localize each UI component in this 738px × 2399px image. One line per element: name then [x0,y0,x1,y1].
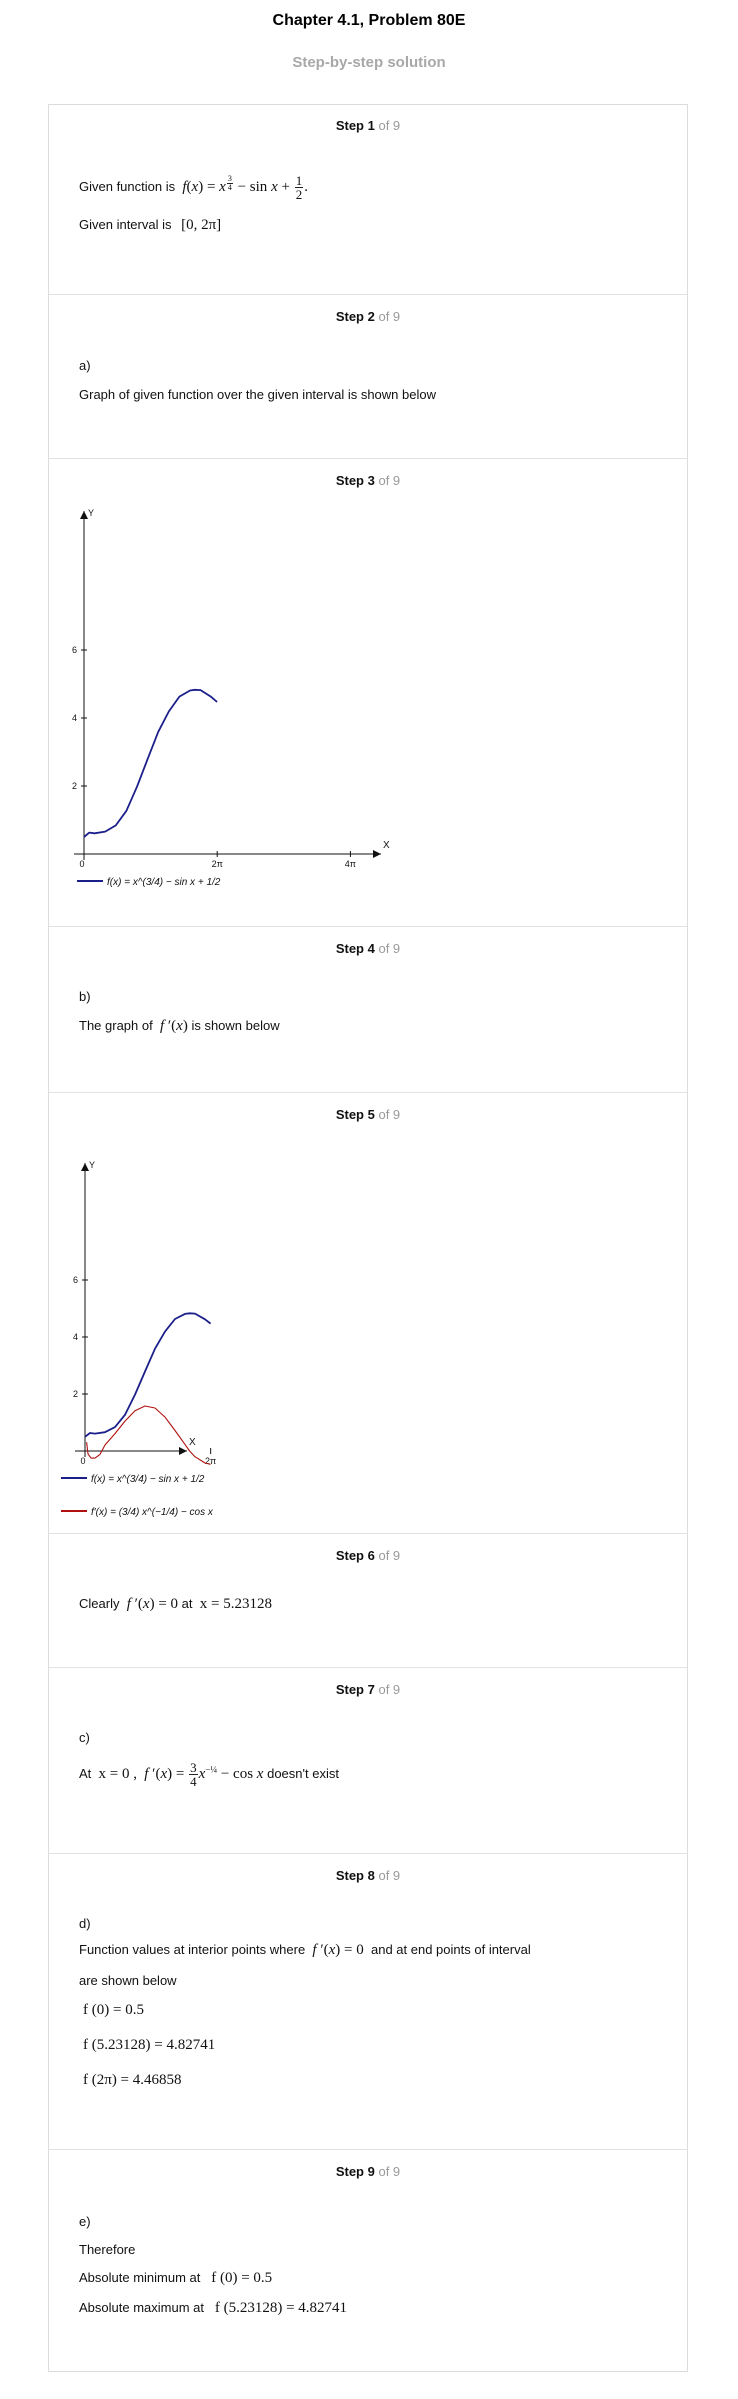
legend-entry: f′(x) = (3/4) x^(−1/4) − cos x [91,1507,213,1518]
step-count: of 9 [378,2164,401,2179]
function-formula: f(x) = x $^{\frac{3}{4}}$ − sin x + $\frac{1}{2}$ . [182,173,308,202]
y-tick-label: 6 [72,1275,78,1285]
y-tick-label: 2 [71,781,77,791]
y-axis-label: Y [88,508,95,518]
given-interval-line [79,217,221,234]
series-line-f-prime [87,1406,211,1464]
step-label: Step 6 [335,1548,375,1563]
y-tick-label: 2 [72,1389,78,1399]
absolute-minimum-line [79,2270,272,2287]
step-label: Step 8 [335,1868,375,1883]
x-tick-label: 0 [80,1456,86,1466]
absolute-maximum-value: f (5.23128) = 4.82741 [214,2300,348,2316]
y-tick-label: 4 [72,1332,78,1342]
absolute-minimum-value: f (0) = 0.5 [211,2270,273,2286]
function-value-critical: f (5.23128) = 4.82741 [83,2037,216,2053]
part-label: b) [79,989,91,1004]
legend-entry: f(x) = x^(3/4) − sin x + 1/2 [91,1474,205,1485]
given-interval-label: Given interval is [79,217,172,232]
part-label: a) [79,358,91,373]
critical-point-value: x = 5.23128 [199,1596,272,1612]
step-text-line1: Function values at interior points where f ′(x) = 0 and at end points of interval [79,1942,531,1958]
absolute-minimum-label: Absolute minimum at [79,2270,201,2285]
given-function-line [79,174,308,201]
critical-point-line: Clearly f ′(x) = 0 at x = 5.23128 [79,1596,272,1612]
step-9 [49,2150,687,2372]
step-text: Graph of given function over the given interval is shown below [79,387,436,402]
text-mid: at [181,1596,193,1611]
text-before: Clearly [79,1596,120,1611]
x-tick-label: 4π [344,859,357,869]
given-function-label: Given function is [79,178,176,194]
part-label: e) [79,2214,91,2229]
step-count: of 9 [378,118,401,133]
step-count: of 9 [378,1868,401,1883]
y-axis-arrow [81,1163,89,1171]
text-after: and at end points of interval [371,1942,531,1957]
step-label: Step 3 [335,473,375,488]
step-label: Step 7 [335,1682,375,1697]
step-label: Step 5 [335,1107,375,1122]
step-7-header [49,1682,687,1697]
y-tick-label: 4 [71,713,77,723]
step-6-header [49,1548,687,1563]
step-label: Step 9 [335,2164,375,2179]
x-axis-arrow [179,1447,187,1455]
function-derivative-graph [49,1123,687,1523]
step-label: Step 4 [335,941,375,956]
step-3-header [49,473,687,488]
x-zero: x = 0 , [98,1765,137,1782]
text-after: doesn't exist [267,1765,339,1781]
step-2-header [49,309,687,324]
x-tick-label: 2π [211,859,223,869]
legend-entry: f(x) = x^(3/4) − sin x + 1/2 [107,877,221,888]
therefore-text: Therefore [79,2242,136,2257]
y-axis-label: Y [89,1160,96,1170]
step-8 [49,1854,687,2149]
function-value-2pi: f (2π) = 4.46858 [83,2072,182,2088]
page-subtitle: Step-by-step solution [292,54,446,71]
function-value-0: f (0) = 0.5 [83,2002,144,2018]
step-5 [49,1093,687,1533]
part-label: c) [79,1730,90,1745]
step-count: of 9 [378,1682,401,1697]
step-1 [49,104,687,294]
step-1-header [49,118,687,133]
text-before: The graph of [79,1018,153,1033]
text-before: At [79,1765,92,1781]
series-line-f [84,690,217,837]
step-count: of 9 [378,1548,401,1563]
step-label: Step 1 [335,118,375,133]
step-count: of 9 [378,1107,401,1122]
x-axis-label: X [383,840,390,851]
y-axis-arrow [80,511,88,519]
function-graph [49,489,687,909]
step-4 [49,927,687,1092]
step-count: of 9 [378,941,401,956]
step-label: Step 2 [335,309,375,324]
y-tick-label: 6 [71,645,77,655]
step-text-line2: are shown below [79,1973,177,1988]
page-title: Chapter 4.1, Problem 80E [272,12,466,29]
step-6 [49,1534,687,1667]
undefined-derivative-line: At x = 0 , f ′(x) = $\frac{3}{4}$ $x^{-\frac{1}{4}} - \cos x$ doesn't exist [79,1760,339,1789]
step-8-header [49,1868,687,1883]
step-7 [49,1668,687,1853]
step-count: of 9 [378,473,401,488]
x-tick-label: 2π [205,1456,217,1466]
given-interval-value: [0, 2π] [181,217,222,233]
step-text: The graph of f ′(x) is shown below [79,1018,280,1034]
series-line-f [85,1313,211,1437]
absolute-maximum-line [79,2300,347,2317]
x-tick-label: 0 [79,859,85,869]
absolute-maximum-label: Absolute maximum at [79,2300,204,2315]
text-before: Function values at interior points where [79,1942,306,1957]
x-axis-arrow [373,850,381,858]
step-count: of 9 [378,309,401,324]
part-label: d) [79,1916,91,1931]
step-9-header [49,2164,687,2179]
text-after: is shown below [191,1018,280,1033]
step-2 [49,295,687,458]
x-axis-label: X [189,1437,196,1448]
step-4-header [49,941,687,956]
step-3 [49,459,687,926]
step-5-header [49,1107,687,1122]
